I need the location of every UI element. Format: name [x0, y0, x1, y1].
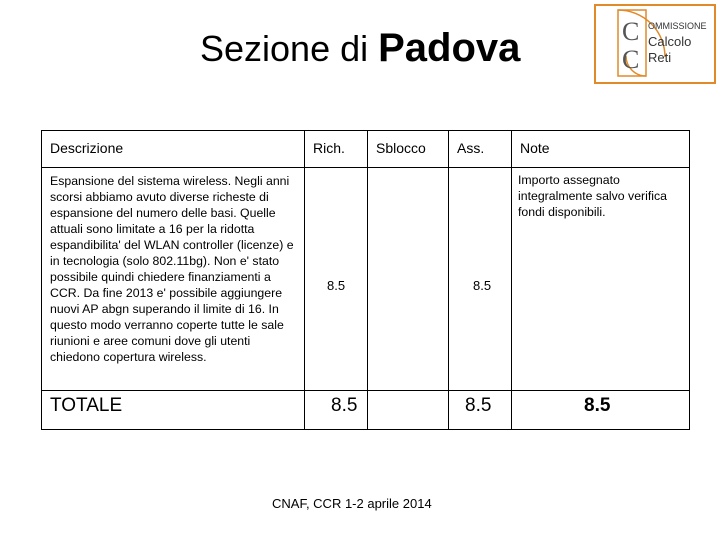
svg-text:C: C: [622, 17, 640, 46]
row-note: Importo assegnato integralmente salvo verifica fondi disponibili.: [518, 173, 667, 219]
total-label: TOTALE: [50, 395, 123, 416]
logo-wordmark: [648, 18, 707, 66]
row-rich: 8.5: [327, 278, 346, 293]
header-sblocco: Sblocco: [376, 140, 426, 156]
total-rich: 8.5: [331, 395, 358, 416]
logo-line-3: Reti: [648, 50, 672, 65]
svg-text:C: C: [622, 45, 640, 74]
total-sblocco: [368, 391, 448, 395]
row-descrizione: Espansione del sistema wireless. Negli anni scorsi abbiamo avuto diverse richeste di espansione del numero delle basi. Quelle attuali sono limitate a 16 per la ridotta espandibilita' del WLAN controller (licenze) e in tecnologia (solo 802.11bg). Non e' stato possibile quindi chiedere finanziamenti a CCR. Da fine 2013 e' possibile aggiungere nuovi AP abgn superando il limite di 16. In questo modo verranno coperte tutte le sale riunioni e aree comuni dove gli utenti chiedono copertura wireless.: [50, 174, 294, 364]
logo-line-2: Calcolo: [648, 34, 692, 49]
header-descrizione: Descrizione: [50, 140, 124, 156]
row-ass: 8.5: [473, 278, 492, 293]
slide-footer: CNAF, CCR 1-2 aprile 2014: [272, 496, 432, 511]
table-header-row: [42, 131, 690, 168]
title-prefix: Sezione di: [200, 28, 379, 69]
total-ass: 8.5: [465, 395, 492, 416]
header-note: Note: [520, 140, 550, 156]
table-row: [42, 168, 690, 391]
logo-line-1: OMMISSIONE: [648, 21, 707, 31]
budget-table: [41, 130, 690, 430]
slide-title: [200, 26, 520, 71]
header-rich: Rich.: [313, 140, 345, 156]
total-note: 8.5: [584, 395, 611, 416]
total-row: [42, 391, 690, 430]
header-ass: Ass.: [457, 140, 485, 156]
title-city: Padova: [378, 26, 521, 70]
